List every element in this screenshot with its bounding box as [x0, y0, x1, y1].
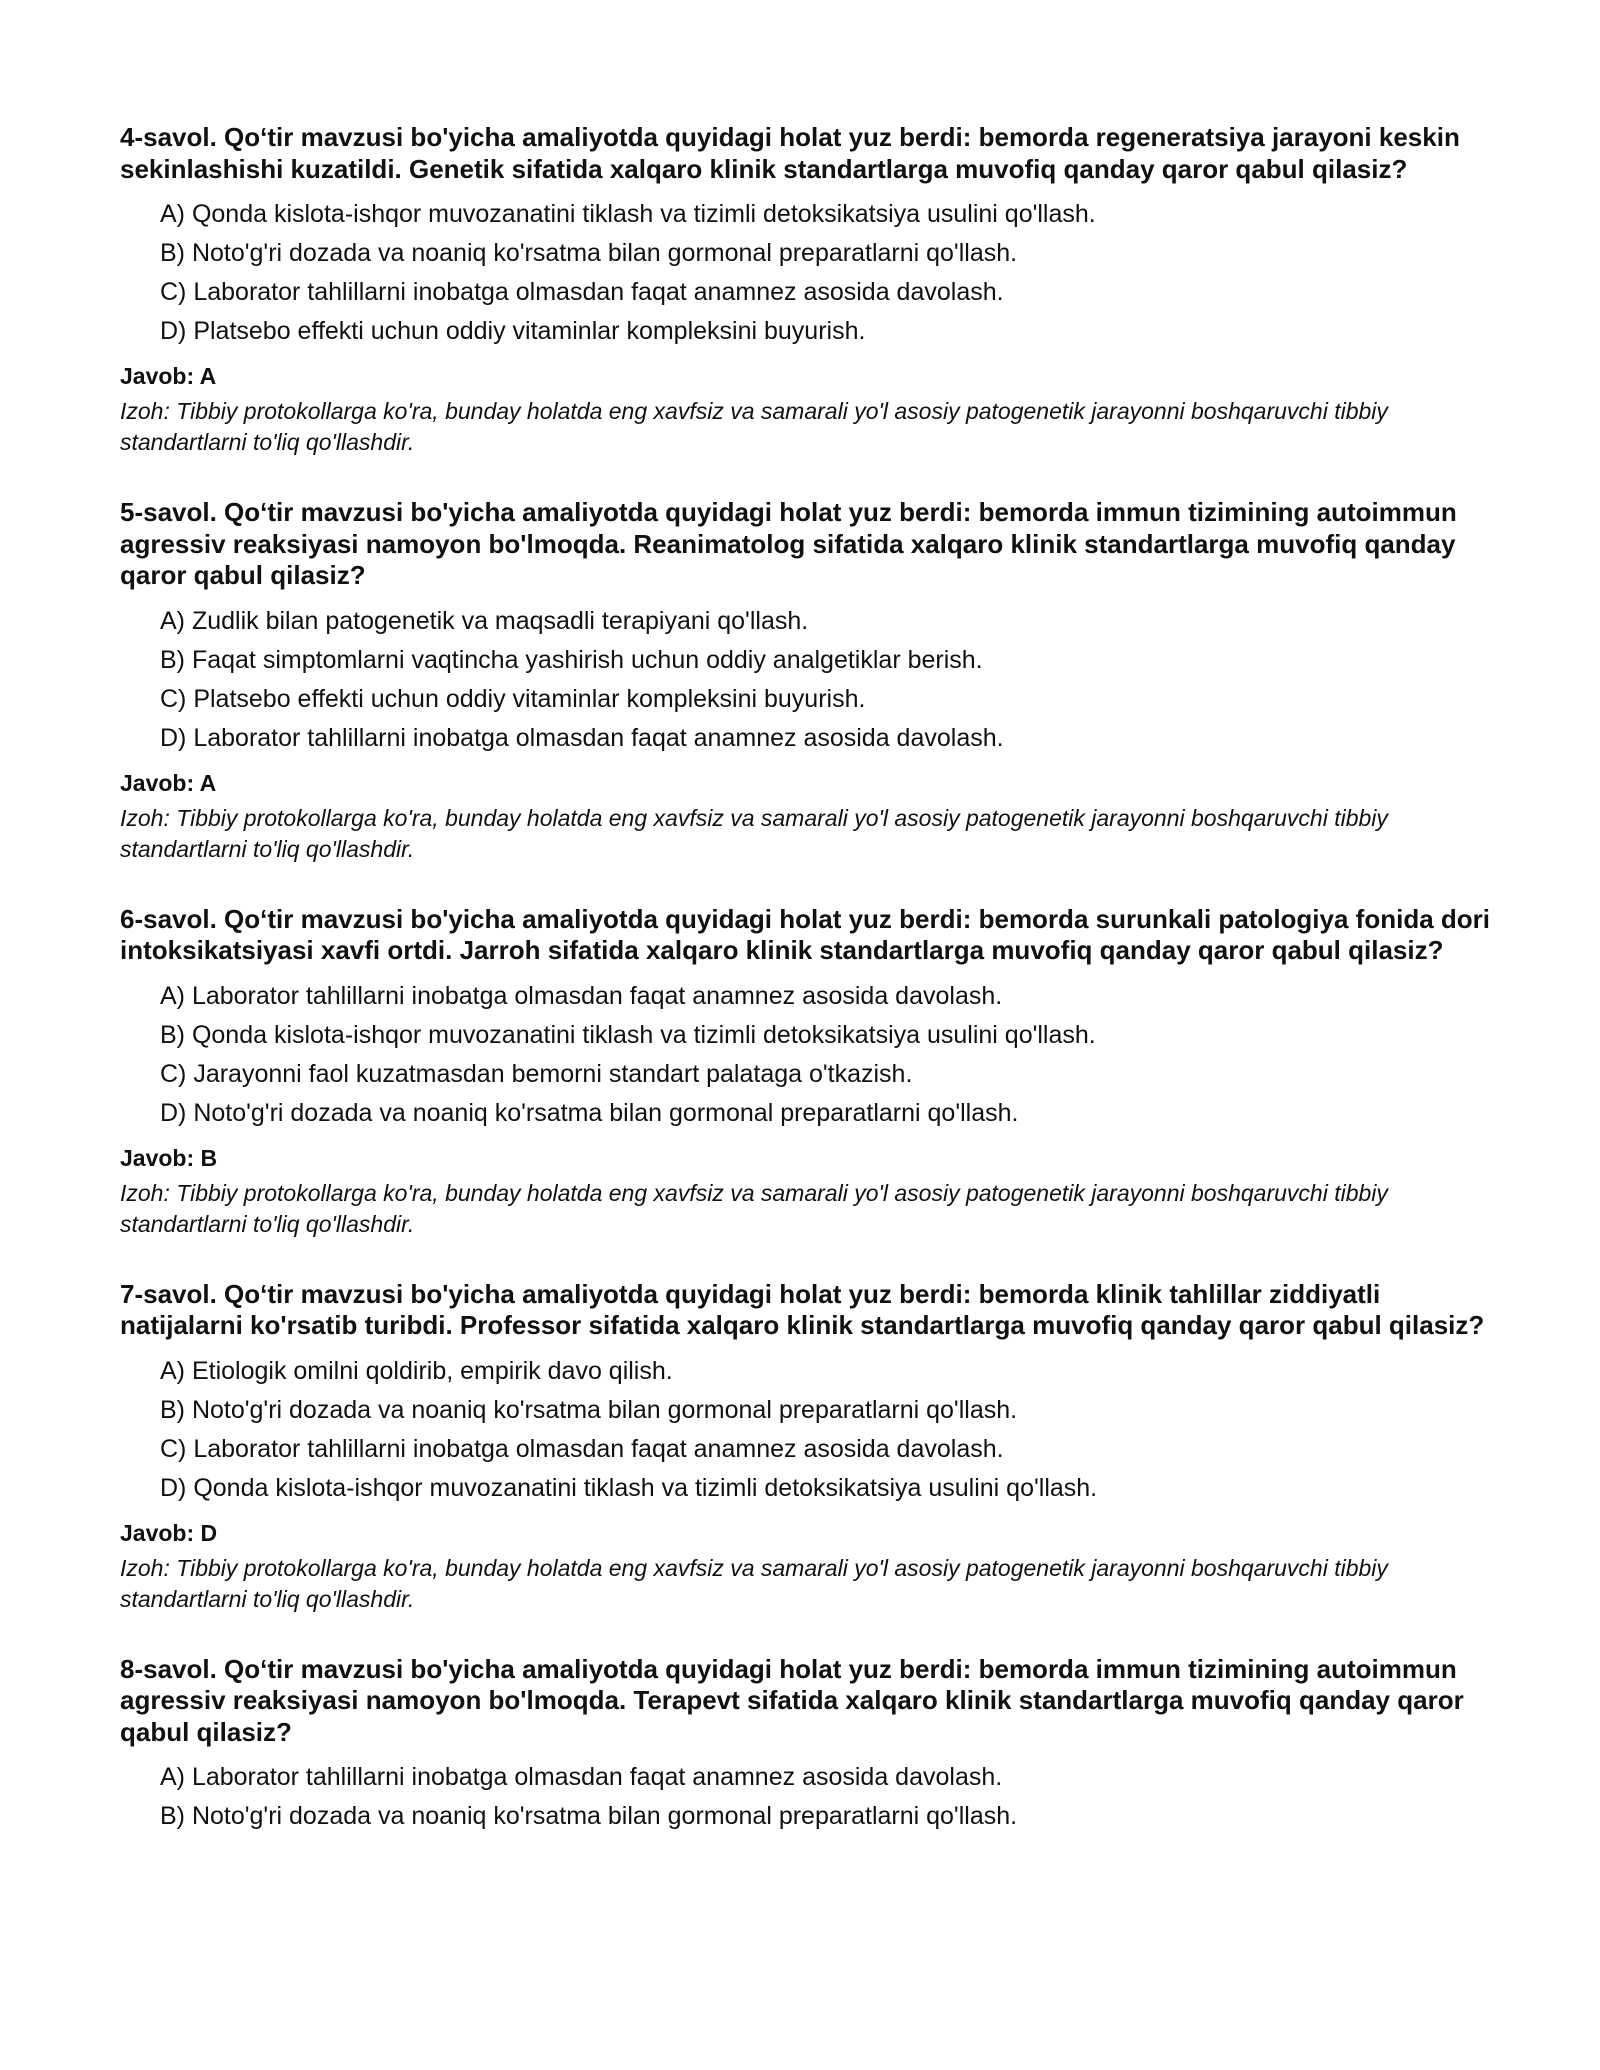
- explanation-note: Izoh: Tibbiy protokollarga ko'ra, bunday holatda eng xavfsiz va samarali yo'l asosiy patogenetik jarayonni boshqaruvchi tibbiy standartlarni to'liq qo'llashdir.: [120, 1554, 1388, 1612]
- option-c: C) Laborator tahlillarni inobatga olmasdan faqat anamnez asosida davolash.: [160, 278, 1004, 306]
- answer-options: [120, 1352, 1500, 1508]
- question-block: [120, 904, 1500, 1240]
- option-a: A) Etiologik omilni qoldirib, empirik davo qilish.: [160, 1356, 673, 1385]
- question-title: 8-savol. Qo‘tir mavzusi bo'yicha amaliyotda quyidagi holat yuz berdi: bemorda immun tizimining autoimmun agressiv reaksiyasi namoyon bo'lmoqda. Terapevt sifatida xalqaro klinik standartlarga muvofiq qanday qaror qabul qilasiz?: [120, 1653, 1464, 1747]
- explanation-note: Izoh: Tibbiy protokollarga ko'ra, bunday holatda eng xavfsiz va samarali yo'l asosiy patogenetik jarayonni boshqaruvchi tibbiy standartlarni to'liq qo'llashdir.: [120, 398, 1388, 455]
- option-c: C) Laborator tahlillarni inobatga olmasdan faqat anamnez asosida davolash.: [160, 1434, 1004, 1463]
- option-a: A) Laborator tahlillarni inobatga olmasdan faqat anamnez asosida davolash.: [160, 981, 1003, 1010]
- option-b: B) Noto'g'ri dozada va noaniq ko'rsatma bilan gormonal preparatlarni qo'llash.: [160, 1395, 1018, 1424]
- answer-label: Javob: A: [120, 363, 217, 389]
- explanation-note: Izoh: Tibbiy protokollarga ko'ra, bunday holatda eng xavfsiz va samarali yo'l asosiy patogenetik jarayonni boshqaruvchi tibbiy standartlarni to'liq qo'llashdir.: [120, 1179, 1388, 1237]
- answer-label: Javob: A: [120, 769, 217, 796]
- answer-options: [120, 195, 1500, 351]
- question-title: 6-savol. Qo‘tir mavzusi bo'yicha amaliyotda quyidagi holat yuz berdi: bemorda surunkali patologiya fonida dori intoksikatsiyasi xavfi ortdi. Jarroh sifatida xalqaro klinik standartlarga muvofiq qanday qaror qabul qilasiz?: [120, 903, 1490, 965]
- option-c: C) Jarayonni faol kuzatmasdan bemorni standart palataga o'tkazish.: [160, 1059, 913, 1088]
- question-block: [120, 1279, 1500, 1615]
- option-a: A) Qonda kislota-ishqor muvozanatini tiklash va tizimli detoksikatsiya usulini qo'llash.: [160, 200, 1096, 228]
- question-block: [120, 1654, 1500, 1837]
- answer-label: Javob: D: [120, 1519, 218, 1546]
- answer-label: Javob: B: [120, 1144, 218, 1171]
- option-b: B) Qonda kislota-ishqor muvozanatini tiklash va tizimli detoksikatsiya usulini qo'llash.: [160, 1020, 1096, 1049]
- option-b: B) Noto'g'ri dozada va noaniq ko'rsatma bilan gormonal preparatlarni qo'llash.: [160, 239, 1018, 267]
- option-a: A) Zudlik bilan patogenetik va maqsadli terapiyani qo'llash.: [160, 606, 809, 635]
- option-d: D) Noto'g'ri dozada va noaniq ko'rsatma bilan gormonal preparatlarni qo'llash.: [160, 1098, 1019, 1127]
- option-a: A) Laborator tahlillarni inobatga olmasdan faqat anamnez asosida davolash.: [160, 1763, 1003, 1791]
- option-b: B) Faqat simptomlarni vaqtincha yashirish uchun oddiy analgetiklar berish.: [160, 645, 983, 674]
- answer-options: [120, 602, 1500, 758]
- question-title: 7-savol. Qo‘tir mavzusi bo'yicha amaliyotda quyidagi holat yuz berdi: bemorda klinik tahlillar ziddiyatli natijalarni ko'rsatib turibdi. Professor sifatida xalqaro klinik standartlarga muvofiq qanday qaror qabul qilasiz?: [120, 1278, 1485, 1340]
- option-d: D) Laborator tahlillarni inobatga olmasdan faqat anamnez asosida davolash.: [160, 723, 1004, 752]
- explanation-note: Izoh: Tibbiy protokollarga ko'ra, bunday holatda eng xavfsiz va samarali yo'l asosiy patogenetik jarayonni boshqaruvchi tibbiy standartlarni to'liq qo'llashdir.: [120, 804, 1388, 862]
- question-title: 4-savol. Qo‘tir mavzusi bo'yicha amaliyotda quyidagi holat yuz berdi: bemorda regeneratsiya jarayoni keskin sekinlashishi kuzatildi. Genetik sifatida xalqaro klinik standartlarga muvofiq qanday qaror qabul qilasiz?: [120, 122, 1460, 184]
- option-d: D) Qonda kislota-ishqor muvozanatini tiklash va tizimli detoksikatsiya usulini qo'llash.: [160, 1473, 1098, 1502]
- question-block: [120, 497, 1500, 865]
- question-title: 5-savol. Qo‘tir mavzusi bo'yicha amaliyotda quyidagi holat yuz berdi: bemorda immun tizimining autoimmun agressiv reaksiyasi namoyon bo'lmoqda. Reanimatolog sifatida xalqaro klinik standartlarga muvofiq qanday qaror qabul qilasiz?: [120, 497, 1457, 590]
- answer-options: [120, 1758, 1500, 1836]
- answer-options: [120, 977, 1500, 1133]
- option-b: B) Noto'g'ri dozada va noaniq ko'rsatma bilan gormonal preparatlarni qo'llash.: [160, 1802, 1018, 1830]
- option-d: D) Platsebo effekti uchun oddiy vitaminlar kompleksini buyurish.: [160, 317, 866, 345]
- question-block: [120, 122, 1500, 458]
- option-c: C) Platsebo effekti uchun oddiy vitaminlar kompleksini buyurish.: [160, 684, 866, 713]
- document-page: [120, 122, 1500, 1836]
